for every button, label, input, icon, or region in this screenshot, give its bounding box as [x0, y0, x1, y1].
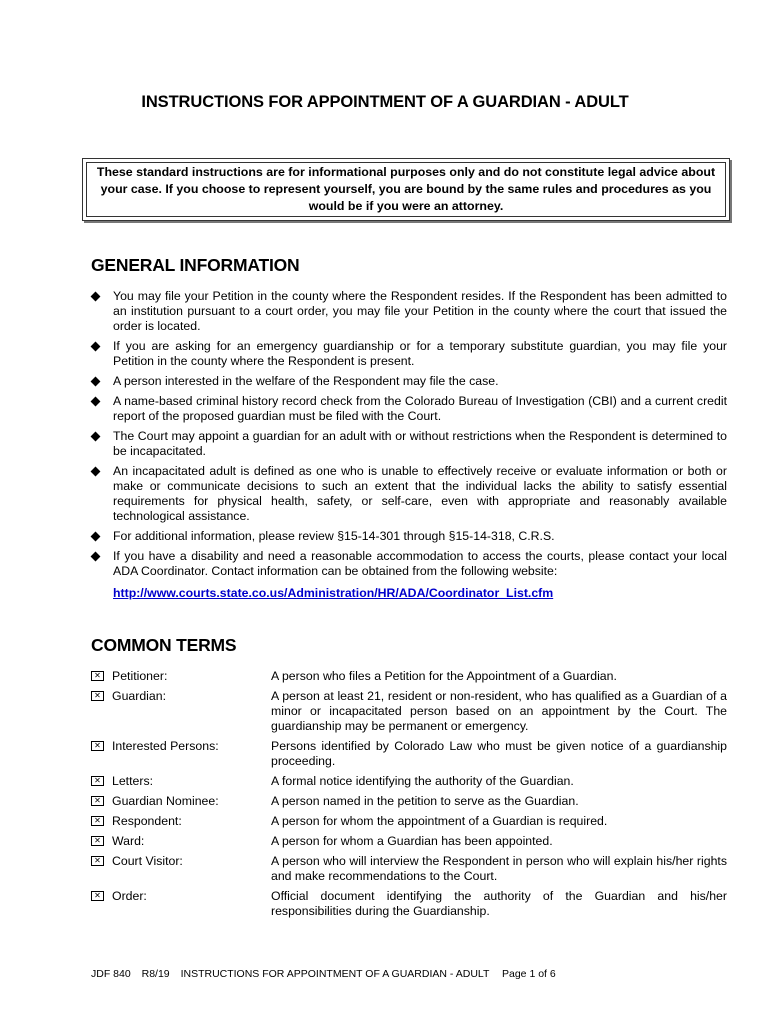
term-row: ✕ Guardian: A person at least 21, resident or non-resident, who has qualified as a Guardian of a minor or incapacitated person based on an appointment by the Court. The guardianship may be permanent or emergency. — [91, 689, 727, 734]
checkbox-arrow-icon: ✕ — [91, 741, 104, 751]
common-terms-list — [91, 669, 727, 924]
checkbox-arrow-icon: ✕ — [91, 856, 104, 866]
checkbox-arrow-icon: ✕ — [91, 796, 104, 806]
term-row: ✕ Court Visitor: A person who will interview the Respondent in person who will explain his/her rights and make recommendations to the Court. — [91, 854, 727, 884]
diamond-bullet-icon — [91, 467, 101, 477]
diamond-bullet-icon — [91, 342, 101, 352]
form-id: JDF 840 — [91, 968, 131, 980]
checkbox-arrow-icon: ✕ — [91, 691, 104, 701]
list-item: If you have a disability and need a reasonable accommodation to access the courts, please contact your local ADA Coordinator. Contact information can be obtained from the following website: http://www.courts.state.co.us/Administration/HR/ADA/Coordinator_List.cfm — [91, 549, 727, 601]
list-item: For additional information, please review §15-14-301 through §15-14-318, C.R.S. — [91, 529, 727, 544]
checkbox-arrow-icon: ✕ — [91, 776, 104, 786]
list-item: A name-based criminal history record check from the Colorado Bureau of Investigation (CBI) and a current credit report of the proposed guardian must be filed with the Court. — [91, 394, 727, 424]
term-row: ✕ Guardian Nominee: A person named in the petition to serve as the Guardian. — [91, 794, 727, 809]
diamond-bullet-icon — [91, 552, 101, 562]
term-row: ✕ Ward: A person for whom a Guardian has been appointed. — [91, 834, 727, 849]
general-information-list — [91, 289, 727, 606]
list-item: An incapacitated adult is defined as one who is unable to effectively receive or evaluate information or both or make or communicate decisions to such an extent that the individual lacks the ability to satisfy essential requirements for physical health, safety, or self-care, even with appropriate and reasonably available technological assistance. — [91, 464, 727, 524]
ada-coordinator-link[interactable]: http://www.courts.state.co.us/Administration/HR/ADA/Coordinator_List.cfm — [113, 586, 554, 600]
diamond-bullet-icon — [91, 532, 101, 542]
checkbox-arrow-icon: ✕ — [91, 671, 104, 681]
checkbox-arrow-icon: ✕ — [91, 816, 104, 826]
diamond-bullet-icon — [91, 292, 101, 302]
page-number: Page 1 of 6 — [502, 968, 556, 980]
list-item: If you are asking for an emergency guardianship or for a temporary substitute guardian, you may file your Petition in the county where the Respondent is present. — [91, 339, 727, 369]
term-row: ✕ Petitioner: A person who files a Petition for the Appointment of a Guardian. — [91, 669, 727, 684]
list-item: The Court may appoint a guardian for an adult with or without restrictions when the Respondent is determined to be incapacitated. — [91, 429, 727, 459]
list-item: A person interested in the welfare of the Respondent may file the case. — [91, 374, 727, 389]
term-row: ✕ Letters: A formal notice identifying the authority of the Guardian. — [91, 774, 727, 789]
diamond-bullet-icon — [91, 377, 101, 387]
checkbox-arrow-icon: ✕ — [91, 836, 104, 846]
general-information-heading: GENERAL INFORMATION — [91, 255, 300, 275]
diamond-bullet-icon — [91, 397, 101, 407]
term-row: ✕ Order: Official document identifying the authority of the Guardian and his/her responsibilities during the Guardianship. — [91, 889, 727, 919]
page-footer — [91, 968, 556, 980]
disclaimer-text: These standard instructions are for informational purposes only and do not constitute legal advice about your case. If you choose to represent yourself, you are bound by the same rules and procedures as you would be if you were an attorney. — [86, 162, 726, 217]
checkbox-arrow-icon: ✕ — [91, 891, 104, 901]
disclaimer-box — [82, 158, 730, 221]
list-item: You may file your Petition in the county where the Respondent resides. If the Respondent has been admitted to an institution pursuant to a court order, you may file your Petition in the county where the court that issued the order is located. — [91, 289, 727, 334]
term-row: ✕ Respondent: A person for whom the appointment of a Guardian is required. — [91, 814, 727, 829]
form-revision: R8/19 — [141, 968, 170, 980]
page-title: INSTRUCTIONS FOR APPOINTMENT OF A GUARDIAN - ADULT — [141, 93, 629, 111]
form-title: INSTRUCTIONS FOR APPOINTMENT OF A GUARDIAN - ADULT — [180, 968, 490, 980]
term-row: ✕ Interested Persons: Persons identified by Colorado Law who must be given notice of a guardianship proceeding. — [91, 739, 727, 769]
common-terms-heading: COMMON TERMS — [91, 635, 237, 655]
diamond-bullet-icon — [91, 432, 101, 442]
